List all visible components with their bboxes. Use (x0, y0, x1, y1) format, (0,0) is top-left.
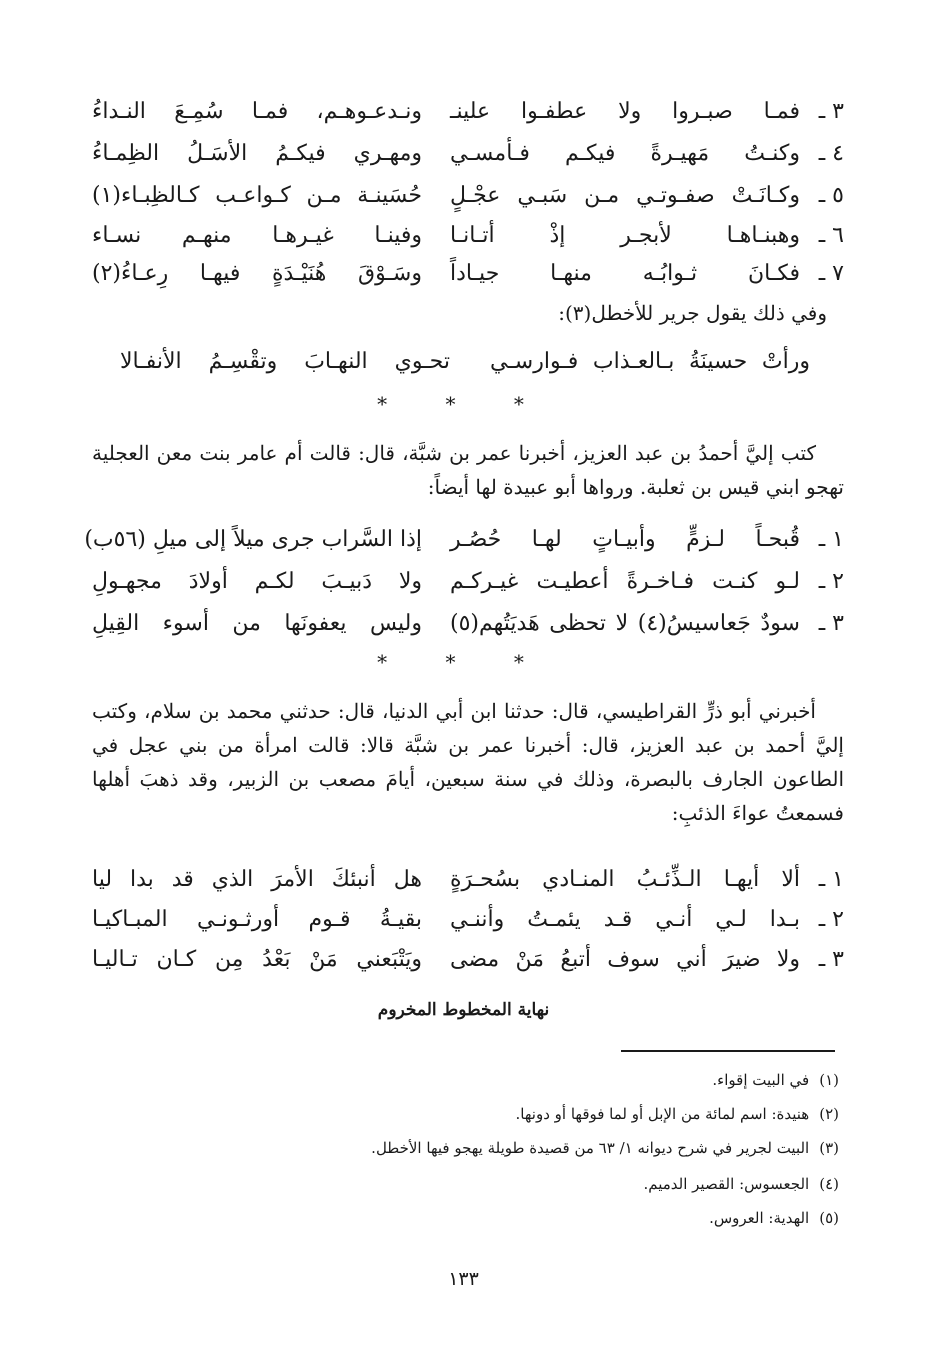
verse-second-hemistich: ويَتْبَعني مَنْ بَعْدُ مِن كـان تـاليـا (92, 947, 422, 972)
verse-first-hemistich: فكـانَ ثـوابُـه منهـا جيـاداً (450, 261, 800, 286)
verse-second-hemistich: بقيـةُ قـوم أورثـونـي المبـاكيـا (92, 907, 422, 932)
verse-first-hemistich: وهبنـاهـا لأبجـر إذْ أتـانـا (450, 223, 800, 248)
verse-number: ٧ ـ (818, 261, 844, 286)
footnote-number: (٣) (819, 1139, 839, 1157)
verse-first-hemistich: ألا أيهـا الـذِّئـبُ المنـادي بسُحـرَةٍ (450, 867, 800, 892)
footnote (516, 1100, 839, 1128)
verse-first-hemistich: ورأتْ حسينَةُ بـالعـذاب فـوارسـي (490, 349, 810, 374)
verse-second-hemistich: إذا السَّراب جرى ميلاً إلى ميلِ (٥٦ب) (84, 527, 422, 552)
poem-verse (92, 604, 844, 644)
verse-second-hemistich: وسَـوْقَ هُنَيْـدَةٍ فيهـا رِعـاءُ(٢) (92, 261, 422, 286)
verse-second-hemistich: هل أنبئكَ الأمرَ الذي قد بدا ليا (92, 867, 422, 892)
paragraph-umm-amir: كتب إليَّ أحمدُ بن عبد العزيز، أخبرنا عمر بن شبَّة، قال: قالت أم عامر بنت معن العجلية تهجو ابني قيس بن ثعلبة. ورواها أبو عبيدة لها أيضاً: (92, 441, 844, 499)
verse-first-hemistich: فمـا صبـروا ولا عطفـوا علينـ (450, 99, 800, 124)
verse-second-hemistich: ولا دَبيـبَ لكـم أولادَ مجهـولِ (92, 569, 422, 594)
footnote (371, 1134, 839, 1162)
page-number: ١٣٣ (448, 1268, 479, 1290)
footnote (712, 1066, 839, 1094)
verse-first-hemistich: بـدا لـي أنـي قـد يئمـتُ وأننـي (450, 907, 800, 932)
verse-second-hemistich: تحـوي النهـابَ وتقْسِـمُ الأنفـالا (120, 349, 450, 374)
poem-verse (84, 520, 844, 560)
section-divider: * * * (377, 392, 550, 416)
verse-number: ١ ـ (818, 527, 844, 552)
verse-first-hemistich: لـو كنـت فـاخـرةً أعطيـت غيـركـم (450, 569, 800, 594)
jarir-verse (120, 342, 810, 382)
verse-number: ٣ ـ (818, 611, 844, 636)
verse-second-hemistich: ونـدعـوهـم، فمـا سُمِـعَ النـداءُ (92, 99, 422, 124)
poem-verse (92, 176, 844, 216)
poem-verse (92, 92, 844, 132)
verse-first-hemistich: وكنـتُ مَهيـرةً فيكـم فـأمسـي (450, 141, 800, 166)
poem-verse (92, 134, 844, 174)
section-divider: * * * (377, 650, 550, 674)
footnote (709, 1204, 839, 1232)
verse-second-hemistich: حُسَينـة مـن كـواعـب كـالظِبـاء(١) (92, 183, 422, 208)
verse-number: ٣ ـ (818, 947, 844, 972)
verse-first-hemistich: سودٌ جَعاسيسُ(٤) لا تحظى هَديَتُهم(٥) (450, 611, 800, 636)
poem-verse (92, 254, 844, 294)
footnote-text: البيت لجرير في شرح ديوانه ١/ ٦٣ من قصيدة طويلة يهجو فيها الأخطل. (371, 1139, 810, 1157)
poem-verse (92, 860, 844, 900)
verse-number: ٣ ـ (818, 99, 844, 124)
poem-verse (92, 940, 844, 980)
jarir-intro: وفي ذلك يقول جرير للأخطل(٣): (558, 301, 827, 325)
footnote-number: (٤) (819, 1175, 839, 1193)
poem-verse (92, 900, 844, 940)
footnote-separator (621, 1050, 835, 1052)
footnote-number: (٢) (819, 1105, 839, 1123)
verse-second-hemistich: وليس يعفونَها من أسوء القِيلِ (92, 611, 422, 636)
poem-verse (92, 216, 844, 256)
end-of-manuscript-heading: نهاية المخطوط المخروم (377, 1000, 550, 1020)
verse-second-hemistich: ومهـري فيكـمُ الأسَـلُ الظِمـاءُ (92, 141, 422, 166)
footnote-number: (١) (819, 1071, 839, 1089)
footnote-text: هنيدة: اسم لمائة من الإبل أو لما فوقها أو دونها. (515, 1105, 810, 1123)
footnote-text: في البيت إقواء. (712, 1071, 810, 1089)
verse-number: ٢ ـ (818, 569, 844, 594)
verse-first-hemistich: ولا ضيرَ أني سوف أتبعُ مَنْ مضى (450, 947, 800, 972)
poem-verse (92, 562, 844, 602)
footnote-text: الهدية: العروس. (709, 1209, 810, 1227)
verse-number: ٥ ـ (818, 183, 844, 208)
footnote (643, 1170, 839, 1198)
footnote-number: (٥) (819, 1209, 839, 1227)
verse-number: ٦ ـ (818, 223, 844, 248)
verse-number: ٤ ـ (818, 141, 844, 166)
verse-first-hemistich: وكـانَـتْ صفـوتـي مـن سَبـي عجْـلٍ (450, 183, 800, 208)
verse-number: ٢ ـ (818, 907, 844, 932)
verse-number: ١ ـ (818, 867, 844, 892)
paragraph-abu-dharr: أخبرني أبو ذرٍّ القراطيسي، قال: حدثنا ابن أبي الدنيا، قال: حدثني محمد بن سلام، وكتب إليَّ أحمد بن عبد العزيز، قال: أخبرنا عمر بن شبَّة قالا: قالت امرأة من بني عجل في الطاعون الجارف بالبصرة، وذلك في سنة سبعين، أيامَ مصعب بن الزبير، وقد ذهبَ أهلها فسمعتُ عواءَ الذئبِ: (92, 699, 844, 825)
verse-first-hemistich: قُبحـاً لـزمٍّ وأبيـاتٍ لهـا حُصُـر (450, 527, 800, 552)
footnote-text: الجعسوس: القصير الدميم. (643, 1175, 810, 1193)
verse-second-hemistich: وفينـا غيـرهـا منهـم نسـاء (92, 223, 422, 248)
